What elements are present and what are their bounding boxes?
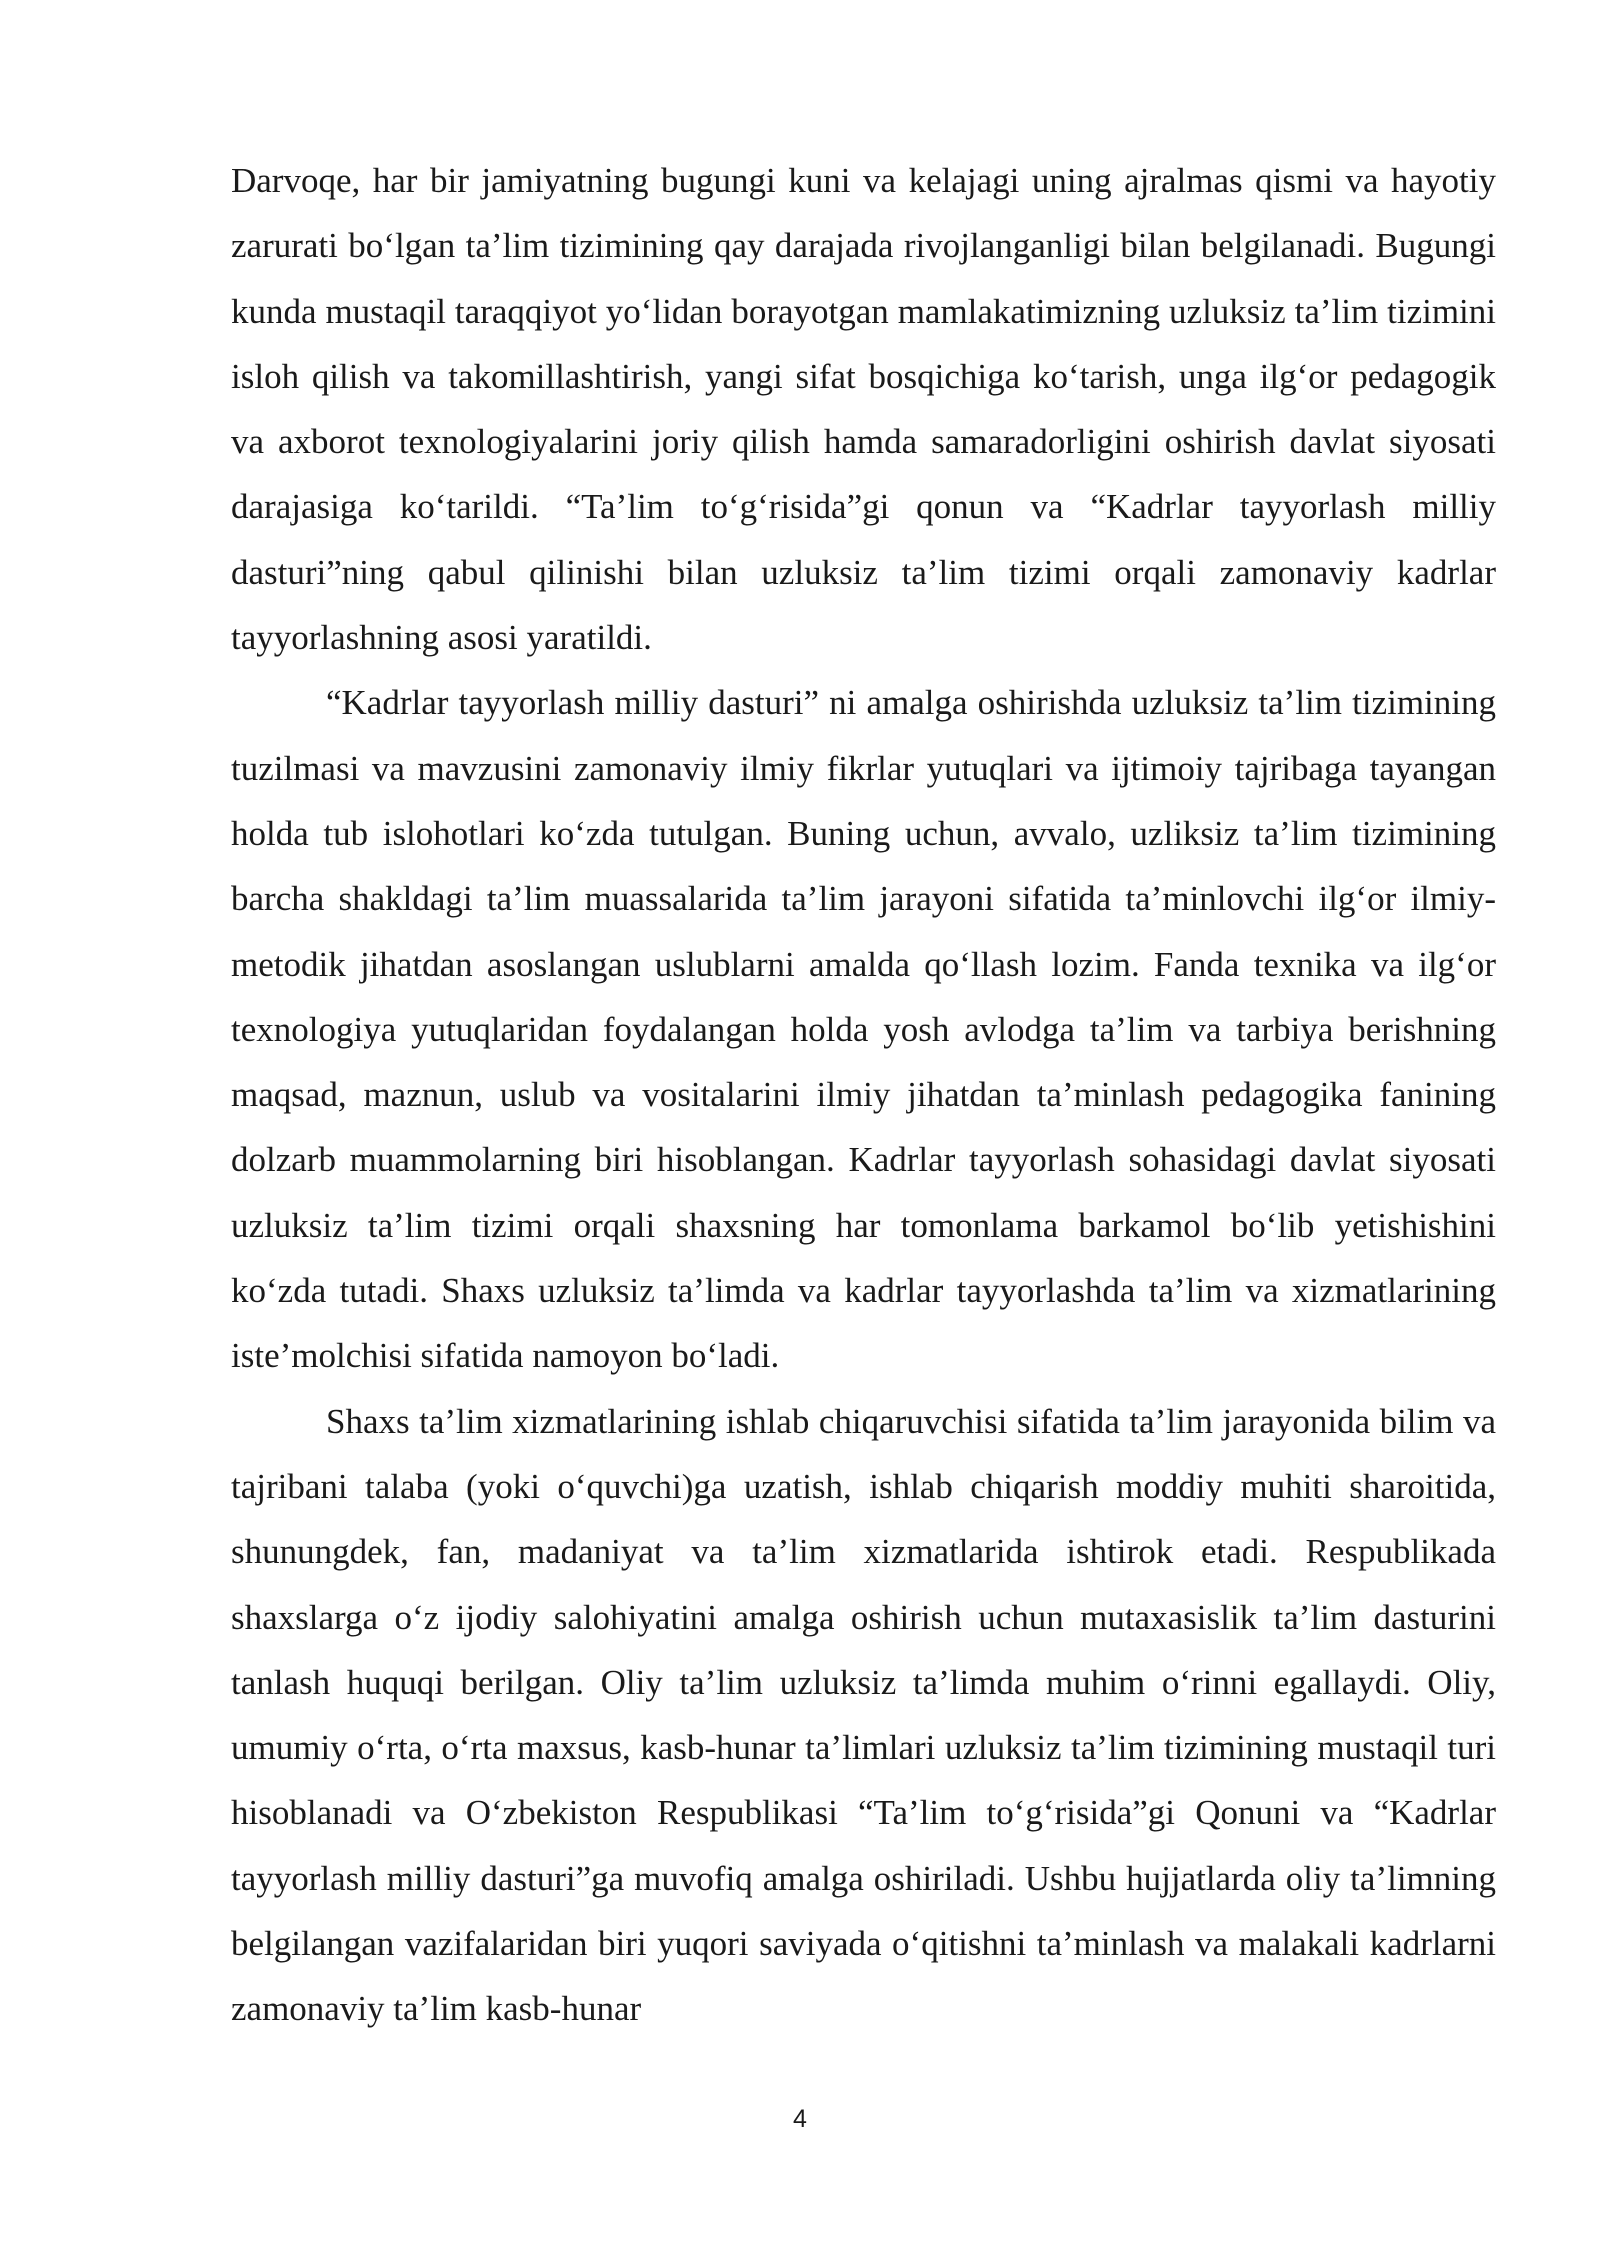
paragraph-1: Darvoqe, har bir jamiyatning bugungi kuni va kelajagi uning ajralmas qismi va hayotiy zarurati bo‘lgan ta’lim tizimining qay darajada rivojlanganligi bilan belgilanadi. Bugungi kunda mustaqil taraqqiyot yo‘lidan borayotgan mamlakatimizning uzluksiz ta’lim tizimini isloh qilish va takomillashtirish, yangi sifat bosqichiga ko‘tarish, unga ilg‘or pedagogik va axborot texnologiyalarini joriy qilish hamda samaradorligini oshirish davlat siyosati darajasiga ko‘tarildi. “Ta’lim to‘g‘risida”gi qonun va “Kadrlar tayyorlash milliy dasturi”ning qabul qilinishi bilan uzluksiz ta’lim tizimi orqali zamonaviy kadrlar tayyorlashning asosi yaratildi. [231,161,1496,658]
paragraph-2: “Kadrlar tayyorlash milliy dasturi” ni amalga oshirishda uzluksiz ta’lim tizimining tuzilmasi va mavzusini zamonaviy ilmiy fikrlar yutuqlari va ijtimoiy tajribaga tayangan holda tub islohotlari ko‘zda tutulgan. Buning uchun, avvalo, uzliksiz ta’lim tizimining barcha shakldagi ta’lim muassalarida ta’lim jarayoni sifatida ta’minlovchi ilg‘or ilmiy-metodik jihatdan asoslangan uslublarni amalda qo‘llash lozim. Fanda texnika va ilg‘or texnologiya yutuqlaridan foydalangan holda yosh avlodga ta’lim va tarbiya berishning maqsad, maznun, uslub va vositalarini ilmiy jihatdan ta’minlash pedagogika fanining dolzarb muammolarning biri hisoblangan. Kadrlar tayyorlash sohasidagi davlat siyosati uzluksiz ta’lim tizimi orqali shaxsning har tomonlama barkamol bo‘lib yetishishini ko‘zda tutadi. Shaxs uzluksiz ta’limda va kadrlar tayyorlashda ta’lim va xizmatlarining iste’molchisi sifatida namoyon bo‘ladi. [231,683,1496,1376]
page-number: 4 [793,2105,807,2133]
paragraph-3: Shaxs ta’lim xizmatlarining ishlab chiqaruvchisi sifatida ta’lim jarayonida bilim va tajribani talaba (yoki o‘quvchi)ga uzatish, ishlab chiqarish moddiy muhiti sharoitida, shunungdek, fan, madaniyat va ta’lim xizmatlarida ishtirok etadi. Respublikada shaxslarga o‘z ijodiy salohiyatini amalga oshirish uchun mutaxasislik ta’lim dasturini tanlash huquqi berilgan. Oliy ta’lim uzluksiz ta’limda muhim o‘rinni egallaydi. Oliy, umumiy o‘rta, o‘rta maxsus, kasb-hunar ta’limlari uzluksiz ta’lim tizimining mustaqil turi hisoblanadi va O‘zbekiston Respublikasi “Ta’lim to‘g‘risida”gi Qonuni va “Kadrlar tayyorlash milliy dasturi”ga muvofiq amalga oshiriladi. Ushbu hujjatlarda oliy ta’limning belgilangan vazifalaridan biri yuqori saviyada o‘qitishni ta’minlash va malakali kadrlarni zamonaviy ta’lim kasb-hunar [231,1401,1496,2029]
document-page [231,148,1496,2042]
